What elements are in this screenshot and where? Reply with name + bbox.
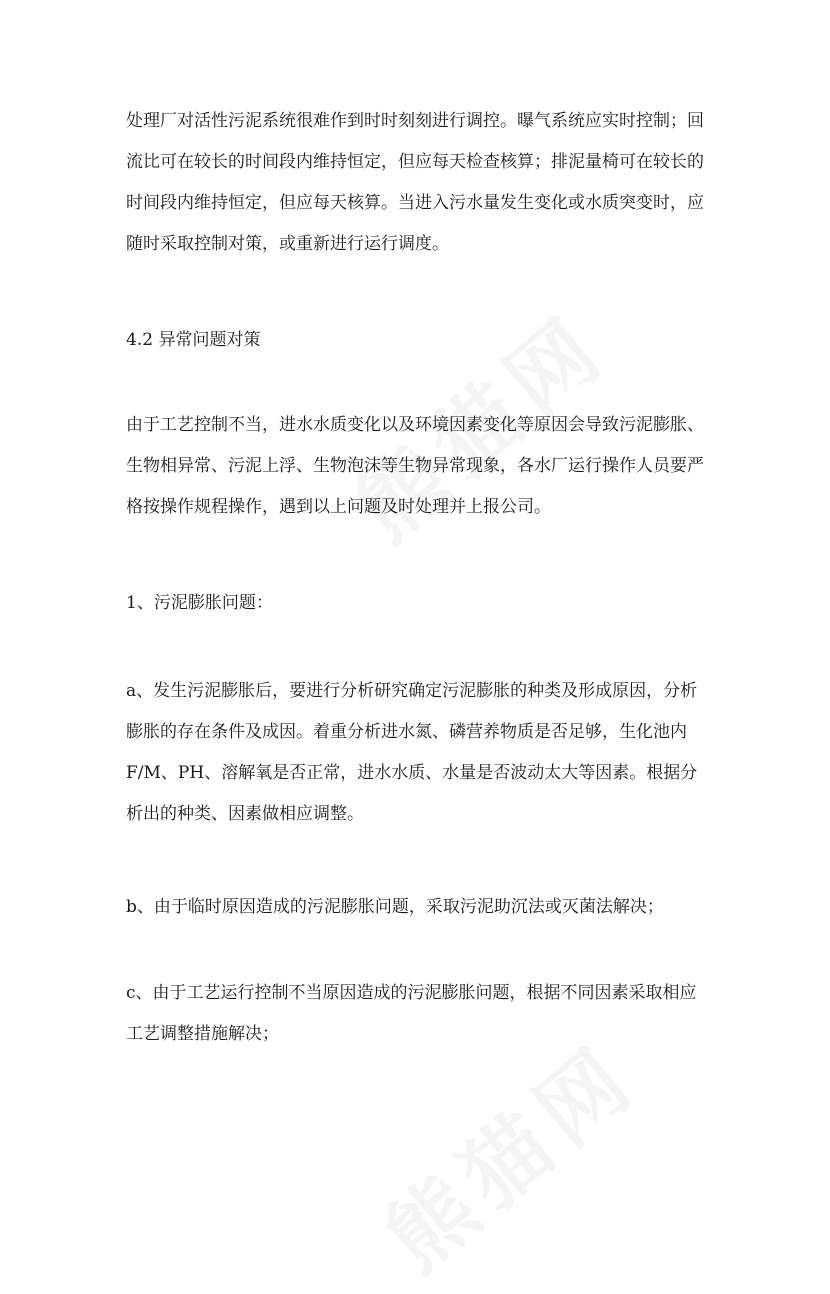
list-item-c: c、由于工艺运行控制不当原因造成的污泥膨胀问题，根据不同因素采取相应工艺调整措施解决； [126, 983, 697, 1044]
paragraph-abnormal: 由于工艺控制不当，进水水质变化以及环境因素变化等原因会导致污泥膨胀、生物相异常、污泥上浮、生物泡沫等生物异常现象，各水厂运行操作人员要严格按操作规程操作，遇到以上问题及时处理并上报公司。 [126, 415, 704, 517]
list-item-a: a、发生污泥膨胀后，要进行分析研究确定污泥膨胀的种类及形成原因，分析膨胀的存在条件及成因。着重分析进水氮、磷营养物质是否足够，生化池内 F/M、PH、溶解氧是否正常，进水水质、水量是否波动太大等因素。根据分析出的种类、因素做相应调整。 [126, 681, 698, 824]
paragraph-intro: 处理厂对活性污泥系统很难作到时时刻刻进行调控。曝气系统应实时控制；回流比可在较长的时间段内维持恒定，但应每天检查核算；排泥量椅可在较长的时间段内维持恒定，但应每天核算。当进入污水量发生变化或水质突变时，应随时采取控制对策，或重新进行运行调度。 [126, 111, 704, 254]
watermark-text-bottom [367, 1025, 656, 1291]
section-heading: 4.2 异常问题对策 [126, 330, 261, 350]
list-heading-sludge-bulking: 1、污泥膨胀问题： [126, 593, 273, 613]
list-item-b: b、由于临时原因造成的污泥膨胀问题，采取污泥助沉法或灭菌法解决； [126, 897, 664, 917]
